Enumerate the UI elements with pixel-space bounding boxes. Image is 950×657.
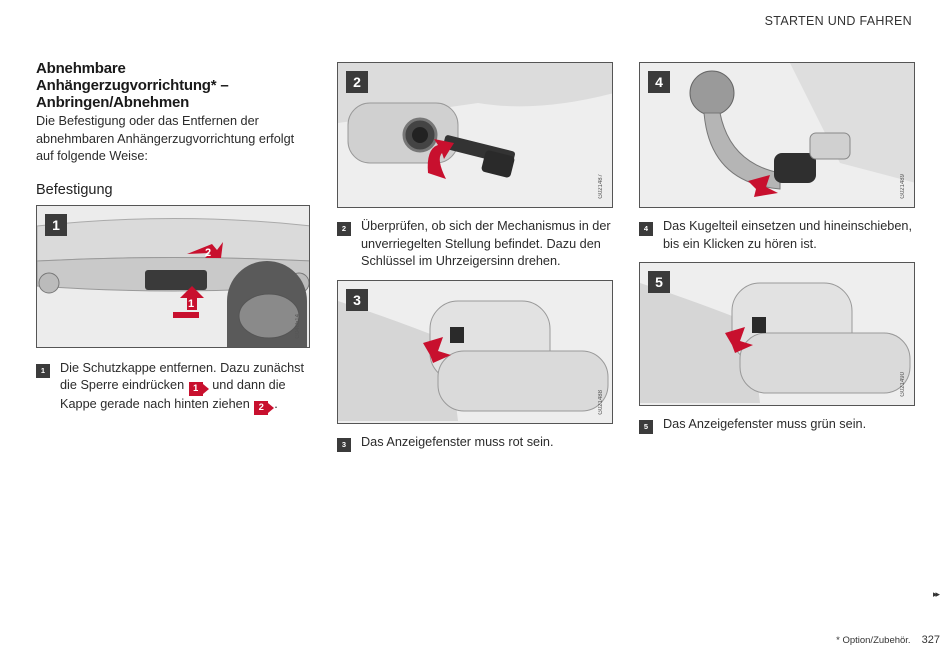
step-text: Das Kugelteil einsetzen und hineinschieben, bis ein Klicken zu hören ist. (663, 219, 912, 251)
section-title: Abnehmbare Anhängerzugvorrichtung* – Anbringen/Abnehmen (36, 60, 229, 111)
section-subtitle: Befestigung (36, 181, 113, 198)
figure-number: 1 (45, 214, 67, 236)
step-4 (639, 218, 915, 253)
step-2 (337, 218, 613, 271)
column-right (639, 60, 915, 434)
step-1 (36, 360, 308, 416)
figure-number: 3 (346, 289, 368, 311)
figure-4 (639, 62, 915, 208)
figure-number: 2 (346, 71, 368, 93)
towball-insert-illustration (640, 63, 915, 208)
rear-bumper-illustration (37, 206, 310, 348)
lock-key-illustration (338, 63, 613, 208)
continues-icon: ▸▸ (932, 589, 938, 599)
step-text: Das Anzeigefenster muss grün sein. (663, 417, 867, 431)
figure-number: 4 (648, 71, 670, 93)
step-number: 2 (337, 222, 351, 236)
figure-2 (337, 62, 613, 208)
step-5 (639, 416, 915, 434)
footnote: * Option/Zubehör. (836, 635, 911, 646)
step-number: 5 (639, 420, 653, 434)
reference-marker: 1 (189, 382, 203, 396)
step-3 (337, 434, 613, 452)
step-text: Überprüfen, ob sich der Mechanismus in der unverriegelten Stellung befindet. Dazu den Schlüssel im Uhrzeigersinn drehen. (361, 219, 611, 268)
svg-text:2: 2 (205, 246, 212, 259)
step-number: 3 (337, 438, 351, 452)
figure-code: G021488 (598, 389, 604, 415)
page-number: 327 (921, 634, 940, 646)
column-left (36, 60, 308, 415)
figure-code: G021489 (900, 174, 906, 199)
indicator-window-green-illustration (640, 263, 915, 406)
step-text: Das Anzeigefenster muss rot sein. (361, 434, 554, 449)
section-intro: Die Befestigung oder das Entfernen der abnehmbaren Anhängerzugvorrichtung erfolgt auf folgende Weise: (36, 114, 295, 163)
step-number: 1 (36, 364, 50, 378)
figure-number: 5 (648, 271, 670, 293)
svg-text:1: 1 (188, 297, 195, 310)
step-text: . (274, 397, 278, 411)
step-number: 4 (639, 222, 653, 236)
column-middle (337, 60, 613, 451)
figure-3 (337, 280, 613, 424)
indicator-window-red-illustration (338, 281, 613, 424)
figure-code: G021490 (900, 372, 906, 397)
figure-code: G046514 (295, 313, 301, 339)
figure-code: G021487 (598, 174, 604, 199)
step-text: Die Schutzkappe entfernen. Dazu zunächst die Sperre eindrücken (60, 360, 305, 392)
reference-marker: 2 (254, 401, 268, 415)
chapter-header: STARTEN UND FAHREN (764, 14, 912, 28)
page-footer (836, 634, 940, 646)
figure-5 (639, 262, 915, 406)
step-text: und dann die Kappe gerade nach hinten ziehen (60, 378, 286, 411)
figure-1 (36, 205, 310, 348)
